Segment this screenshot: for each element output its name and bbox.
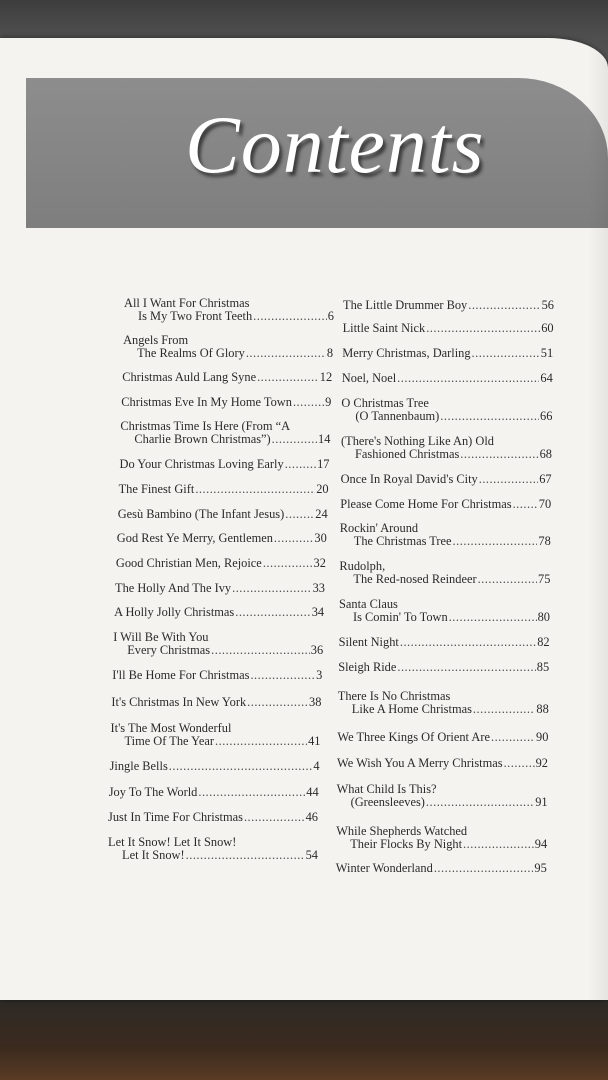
dot-leader bbox=[472, 347, 540, 360]
toc-entry-title: Is Comin' To Town bbox=[353, 610, 448, 624]
toc-entry bbox=[336, 862, 547, 875]
toc-entry bbox=[340, 498, 551, 511]
toc-entry bbox=[342, 372, 553, 385]
toc-entry-title: A Holly Jolly Christmas bbox=[114, 605, 235, 619]
dot-leader bbox=[246, 347, 326, 360]
toc-entry bbox=[110, 760, 320, 773]
dot-leader bbox=[235, 606, 310, 619]
toc-entry bbox=[339, 560, 550, 586]
toc-entry bbox=[116, 557, 326, 570]
toc-entry-title: Good Christian Men, Rejoice bbox=[115, 556, 262, 570]
toc-page-number: 92 bbox=[535, 756, 548, 770]
toc-page-number: 44 bbox=[306, 785, 319, 799]
toc-entry-title: (There's Nothing Like An) Old bbox=[341, 434, 494, 448]
dot-leader bbox=[440, 410, 539, 423]
dot-leader bbox=[257, 371, 319, 384]
toc-entry-title: The Red-nosed Reindeer bbox=[353, 572, 477, 586]
toc-entry bbox=[337, 731, 548, 744]
toc-entry-title: Like A Home Christmas bbox=[351, 702, 472, 716]
toc-entry-title: Is My Two Front Teeth bbox=[138, 309, 253, 323]
toc-entry-title: The Little Drummer Boy bbox=[343, 298, 468, 312]
dot-leader bbox=[491, 731, 535, 744]
toc-page-number: 56 bbox=[541, 298, 554, 312]
dot-leader bbox=[211, 644, 310, 657]
toc-entry-title: Gesù Bambino (The Infant Jesus) bbox=[117, 507, 285, 521]
dot-leader bbox=[215, 735, 307, 748]
dot-leader bbox=[453, 535, 538, 548]
toc-page-number: 82 bbox=[537, 635, 550, 649]
toc-page-number: 6 bbox=[327, 309, 334, 323]
dot-leader bbox=[473, 703, 535, 716]
toc-page-number: 34 bbox=[311, 605, 325, 619]
toc-entry bbox=[109, 786, 319, 799]
toc-entry-title: I Will Be With You bbox=[113, 630, 209, 644]
dot-leader bbox=[478, 573, 537, 586]
toc-page-number: 66 bbox=[540, 409, 553, 423]
toc-entry bbox=[338, 661, 549, 674]
toc-entry bbox=[337, 757, 548, 770]
toc-entry-title: We Three Kings Of Orient Are bbox=[337, 730, 490, 744]
toc-page-number: 78 bbox=[538, 534, 551, 548]
dot-leader bbox=[434, 862, 534, 875]
toc-page-number: 12 bbox=[319, 370, 333, 384]
toc-page-number: 8 bbox=[326, 346, 334, 360]
toc-page-number: 90 bbox=[536, 730, 549, 744]
toc-entry-title: (Greensleeves) bbox=[350, 795, 425, 809]
toc-entry-title: Fashioned Christmas bbox=[355, 447, 460, 461]
toc-page-number: 70 bbox=[538, 497, 552, 511]
dot-leader bbox=[263, 557, 313, 570]
toc-entry bbox=[108, 811, 318, 824]
toc-entry-title: Jingle Bells bbox=[109, 759, 168, 773]
toc-entry-title: While Shepherds Watched bbox=[336, 824, 468, 838]
toc-entry-title: Christmas Eve In My Home Town bbox=[121, 395, 292, 409]
dot-leader bbox=[285, 508, 314, 521]
toc-entry bbox=[118, 508, 328, 521]
dot-leader bbox=[247, 696, 308, 709]
toc-page-number: 32 bbox=[313, 556, 326, 570]
toc-page-number: 46 bbox=[305, 810, 318, 824]
dot-leader bbox=[198, 786, 305, 799]
toc-entry-title: Noel, Noel bbox=[341, 371, 397, 385]
dot-leader bbox=[479, 473, 538, 486]
toc-page-number: 20 bbox=[316, 482, 329, 496]
toc-entry-title: Charlie Brown Christmas”) bbox=[134, 432, 271, 446]
toc-entry bbox=[341, 473, 552, 486]
toc-page-number: 64 bbox=[540, 371, 553, 385]
toc-entry-title: Let It Snow! bbox=[122, 848, 185, 862]
toc-entry-title: Just In Time For Christmas bbox=[108, 810, 243, 824]
toc-entry-title: Time Of The Year bbox=[124, 734, 214, 748]
toc-entry-title: Every Christmas bbox=[127, 643, 211, 657]
toc-entry bbox=[111, 696, 321, 709]
dot-leader bbox=[426, 322, 540, 335]
toc-entry bbox=[342, 347, 553, 360]
toc-page-number: 91 bbox=[535, 795, 548, 809]
background-surface-bottom bbox=[0, 1000, 608, 1080]
toc-entry bbox=[343, 299, 554, 312]
toc-page-number: 38 bbox=[309, 695, 322, 709]
toc-entry-title: Rockin' Around bbox=[339, 521, 419, 535]
toc-entry bbox=[120, 458, 330, 471]
dot-leader bbox=[186, 849, 305, 862]
toc-entry bbox=[339, 598, 550, 624]
toc-entry-title: Angels From bbox=[123, 333, 189, 347]
toc-entry-title: Do Your Christmas Loving Early bbox=[119, 457, 284, 471]
dot-leader bbox=[232, 582, 312, 595]
toc-entry bbox=[120, 420, 330, 446]
toc-page-number: 14 bbox=[318, 432, 331, 446]
toc-entry bbox=[337, 783, 548, 809]
toc-entry-title: God Rest Ye Merry, Gentlemen bbox=[116, 531, 273, 545]
toc-entry-title: Rudolph, bbox=[339, 559, 386, 573]
toc-entry-title: Christmas Auld Lang Syne bbox=[122, 370, 257, 384]
toc-entry-title: What Child Is This? bbox=[336, 782, 437, 796]
toc-entry-title: It's Christmas In New York bbox=[111, 695, 247, 709]
toc-entry-title: Santa Claus bbox=[339, 597, 398, 611]
toc-entry-title: The Holly And The Ivy bbox=[115, 581, 232, 595]
dot-leader bbox=[253, 310, 327, 323]
toc-page-number: 80 bbox=[537, 610, 550, 624]
toc-entry-title: There Is No Christmas bbox=[337, 689, 451, 703]
toc-page-number: 17 bbox=[317, 457, 330, 471]
toc-entry bbox=[122, 371, 332, 384]
page-title: Contents bbox=[185, 99, 485, 190]
toc-entry bbox=[114, 606, 324, 619]
toc-entry-title: Silent Night bbox=[338, 635, 399, 649]
toc-entry-title: The Christmas Tree bbox=[353, 534, 452, 548]
toc-entry-title: Little Saint Nick bbox=[342, 321, 426, 335]
toc-page-number: 54 bbox=[305, 848, 318, 862]
toc-entry bbox=[117, 532, 327, 545]
toc-entry bbox=[111, 722, 321, 748]
toc-page-number: 75 bbox=[538, 572, 551, 586]
toc-page-number: 88 bbox=[536, 702, 549, 716]
toc-page-number: 36 bbox=[310, 643, 324, 657]
dot-leader bbox=[244, 811, 305, 824]
toc-entry-title: It's The Most Wonderful bbox=[110, 721, 232, 735]
toc-page-number: 24 bbox=[315, 507, 328, 521]
toc-page-number: 85 bbox=[536, 660, 550, 674]
toc-entry-title: Sleigh Ride bbox=[338, 660, 397, 674]
dot-leader bbox=[397, 661, 535, 674]
toc-entry-title: (O Tannenbaum) bbox=[355, 409, 440, 423]
dot-leader bbox=[397, 372, 539, 385]
toc-entry bbox=[123, 334, 333, 360]
dot-leader bbox=[272, 433, 317, 446]
toc-page-number: 30 bbox=[314, 531, 327, 545]
toc-entry-title: Once In Royal David's City bbox=[340, 472, 478, 486]
toc-entry-title: We Wish You A Merry Christmas bbox=[337, 756, 503, 770]
toc-page-number: 4 bbox=[313, 759, 320, 773]
toc-entry bbox=[113, 631, 323, 657]
toc-entry bbox=[124, 297, 334, 323]
toc-page-number: 33 bbox=[312, 581, 325, 595]
toc-entry bbox=[338, 690, 549, 716]
dot-leader bbox=[250, 669, 315, 682]
toc-entry bbox=[108, 836, 318, 862]
toc-entry-title: Christmas Time Is Here (From “A bbox=[120, 419, 291, 433]
toc-entry bbox=[115, 582, 325, 595]
toc-entry-title: Let It Snow! Let It Snow! bbox=[108, 835, 237, 849]
toc-entry bbox=[119, 483, 329, 496]
dot-leader bbox=[468, 299, 540, 312]
toc-entry bbox=[341, 435, 552, 461]
toc-page-number: 68 bbox=[539, 447, 552, 461]
toc-page-number: 67 bbox=[539, 472, 552, 486]
dot-leader bbox=[293, 396, 324, 409]
toc-page-number: 41 bbox=[308, 734, 321, 748]
toc-entry-title: All I Want For Christmas bbox=[124, 296, 250, 310]
toc-entry-title: The Realms Of Glory bbox=[137, 346, 245, 360]
toc-entry-title: Merry Christmas, Darling bbox=[342, 346, 471, 360]
dot-leader bbox=[400, 636, 536, 649]
toc-page-number: 3 bbox=[316, 668, 323, 682]
toc-page-number: 94 bbox=[534, 837, 548, 851]
toc-page-number: 51 bbox=[540, 346, 554, 360]
page-edge-shadow bbox=[588, 40, 608, 1000]
toc-entry-title: Their Flocks By Night bbox=[350, 837, 463, 851]
dot-leader bbox=[169, 760, 313, 773]
dot-leader bbox=[274, 532, 313, 545]
toc-entry-title: Please Come Home For Christmas bbox=[340, 497, 512, 511]
toc-entry-title: O Christmas Tree bbox=[341, 396, 429, 410]
toc-entry bbox=[340, 522, 551, 548]
dot-leader bbox=[513, 498, 538, 511]
toc-entry bbox=[336, 825, 547, 851]
toc-entry-title: Joy To The World bbox=[108, 785, 198, 799]
toc-page-number: 95 bbox=[534, 861, 547, 875]
dot-leader bbox=[285, 458, 316, 471]
toc-entry bbox=[341, 397, 552, 423]
dot-leader bbox=[195, 483, 315, 496]
toc-entry bbox=[339, 636, 550, 649]
dot-leader bbox=[463, 838, 534, 851]
toc-entry-title: The Finest Gift bbox=[118, 482, 195, 496]
dot-leader bbox=[504, 757, 535, 770]
toc-entry-title: I'll Be Home For Christmas bbox=[112, 668, 250, 682]
dot-leader bbox=[460, 448, 538, 461]
toc-entry bbox=[343, 322, 554, 335]
toc-entry bbox=[121, 396, 331, 409]
dot-leader bbox=[426, 796, 534, 809]
toc-page-number: 9 bbox=[325, 395, 332, 409]
toc-entry bbox=[112, 669, 322, 682]
dot-leader bbox=[449, 611, 537, 624]
toc-page-number: 60 bbox=[541, 321, 554, 335]
toc-entry-title: Winter Wonderland bbox=[335, 861, 433, 875]
